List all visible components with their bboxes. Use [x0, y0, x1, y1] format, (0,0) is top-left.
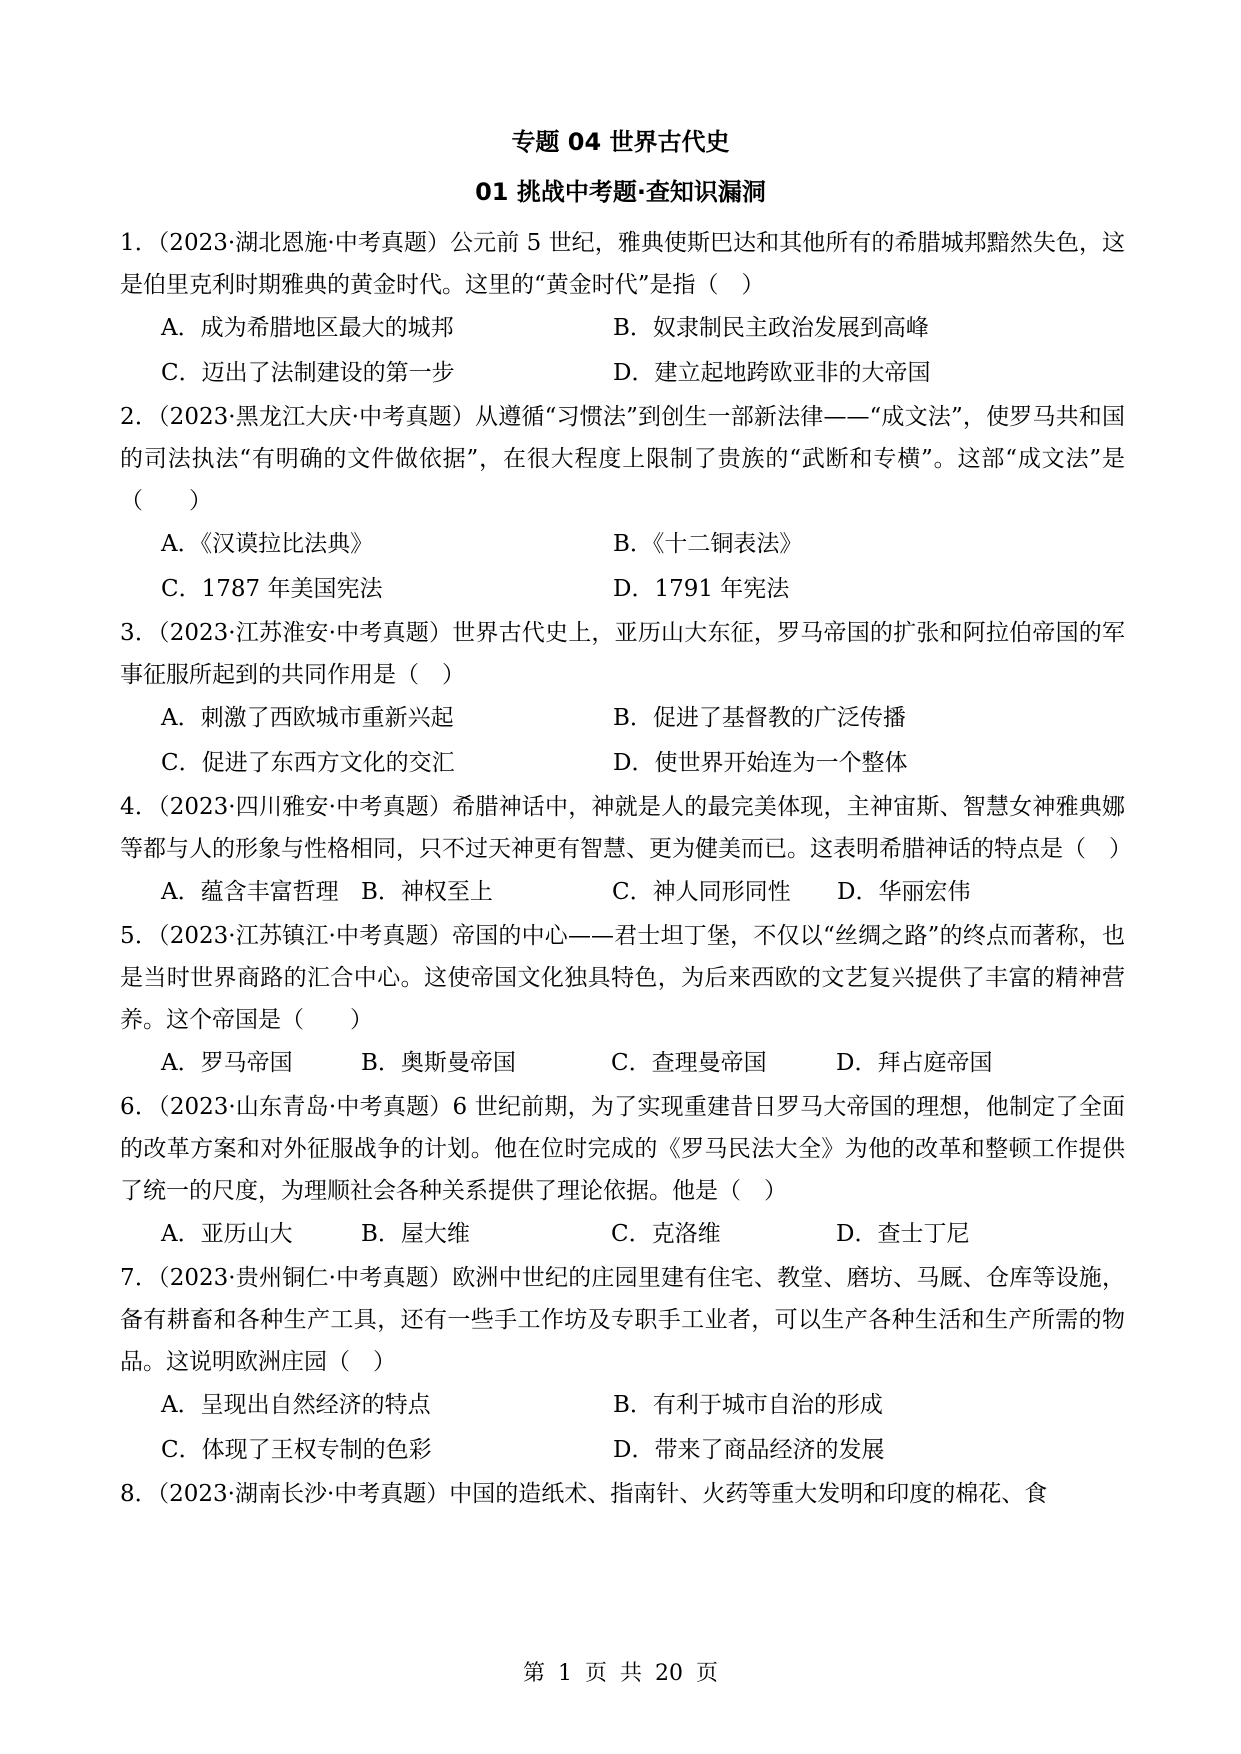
question-stem: 4．（2023·四川雅安·中考真题）希腊神话中，神就是人的最完美体现，主神宙斯、智慧女神雅典娜等都与人的形象与性格相同，只不过天神更有智慧、更为健美而已。这表明希腊神话的特点是（ ） [120, 794, 1132, 862]
option-c: C．查理曼帝国 [611, 1050, 767, 1076]
question-stem: 5．（2023·江苏镇江·中考真题）帝国的中心——君士坦丁堡，不仅以“丝绸之路”的终点而著称，也是当时世界商路的汇合中心。这使帝国文化独具特色，为后来西欧的文艺复兴提供了丰富的精神营养。这个帝国是（ ） [120, 923, 1125, 1033]
option-c: C．克洛维 [611, 1221, 721, 1247]
question-6 [120, 1086, 1125, 1257]
option-d: D．建立起地跨欧亚非的大帝国 [613, 360, 931, 386]
option-b: B．奴隶制民主政治发展到高峰 [613, 315, 929, 341]
option-d: D．查士丁尼 [836, 1221, 970, 1247]
option-d: D．使世界开始连为一个整体 [613, 750, 908, 776]
option-a: A．呈现出自然经济的特点 [161, 1392, 431, 1418]
option-grid [120, 522, 1125, 612]
option-b: B．神权至上 [361, 879, 493, 905]
question-stem: 1．（2023·湖北恩施·中考真题）公元前 5 世纪，雅典使斯巴达和其他所有的希腊城邦黯然失色，这是伯里克利时期雅典的黄金时代。这里的“黄金时代”是指（ ） [120, 230, 1125, 298]
option-d: D．华丽宏伟 [837, 879, 971, 905]
option-c: C．迈出了法制建设的第一步 [161, 360, 455, 386]
option-b: B．屋大维 [361, 1221, 470, 1247]
question-list [120, 222, 1132, 1515]
option-row [120, 1041, 1125, 1086]
option-grid [120, 1383, 1125, 1473]
question-stem: 2．（2023·黑龙江大庆·中考真题）从遵循“习惯法”到创生一部新法律——“成文法”，使罗马共和国的司法执法“有明确的文件做依据”，在很大程度上限制了贵族的“武断和专横”。这部“成文法”是（ ） [120, 404, 1125, 514]
question-stem: 8．（2023·湖南长沙·中考真题）中国的造纸术、指南针、火药等重大发明和印度的棉花、食 [120, 1481, 1048, 1507]
question-stem: 7．（2023·贵州铜仁·中考真题）欧洲中世纪的庄园里建有住宅、教堂、磨坊、马厩、仓库等设施，备有耕畜和各种生产工具，还有一些手工作坊及专职手工业者，可以生产各种生活和生产所需的物品。这说明欧洲庄园（ ） [120, 1265, 1125, 1375]
option-c: C．神人同形同性 [612, 879, 791, 905]
option-row [120, 1212, 1125, 1257]
option-c: C．1787 年美国宪法 [161, 576, 383, 602]
option-a: A．《汉谟拉比法典》 [161, 531, 374, 557]
option-b: B．奥斯曼帝国 [361, 1050, 516, 1076]
option-grid [120, 696, 1125, 786]
option-a: A．亚历山大 [161, 1221, 293, 1247]
option-grid [120, 306, 1125, 396]
question-3 [120, 612, 1125, 786]
option-d: D．1791 年宪法 [613, 576, 790, 602]
option-a: A．刺激了西欧城市重新兴起 [161, 705, 454, 731]
question-7 [120, 1257, 1125, 1473]
question-2 [120, 396, 1125, 612]
question-4 [120, 786, 1132, 915]
question-5 [120, 915, 1125, 1086]
option-b: B．有利于城市自治的形成 [613, 1392, 883, 1418]
page-title: 专题 04 世界古代史 [511, 128, 730, 156]
section-subtitle: 01 挑战中考题·查知识漏洞 [475, 178, 766, 206]
option-b: B．促进了基督教的广泛传播 [613, 705, 906, 731]
option-b: B．《十二铜表法》 [613, 531, 803, 557]
option-a: A．罗马帝国 [161, 1050, 293, 1076]
option-a: A．成为希腊地区最大的城邦 [161, 315, 454, 341]
option-row [120, 870, 1125, 915]
option-c: C．体现了王权专制的色彩 [161, 1437, 432, 1463]
option-a: A．蕴含丰富哲理 [161, 879, 339, 905]
option-c: C．促进了东西方文化的交汇 [161, 750, 455, 776]
question-stem: 3．（2023·江苏淮安·中考真题）世界古代史上，亚历山大东征，罗马帝国的扩张和阿拉伯帝国的军事征服所起到的共同作用是（ ） [120, 620, 1125, 688]
page-number: 第 1 页 共 20 页 [523, 1661, 718, 1686]
question-1 [120, 222, 1125, 396]
question-stem: 6．（2023·山东青岛·中考真题）6 世纪前期，为了实现重建昔日罗马大帝国的理想，他制定了全面的改革方案和对外征服战争的计划。他在位时完成的《罗马民法大全》为他的改革和整顿工作提供了统一的尺度，为理顺社会各种关系提供了理论依据。他是（ ） [120, 1094, 1125, 1204]
option-d: D．带来了商品经济的发展 [613, 1437, 885, 1463]
option-d: D．拜占庭帝国 [836, 1050, 993, 1076]
question-8 [120, 1473, 1125, 1515]
